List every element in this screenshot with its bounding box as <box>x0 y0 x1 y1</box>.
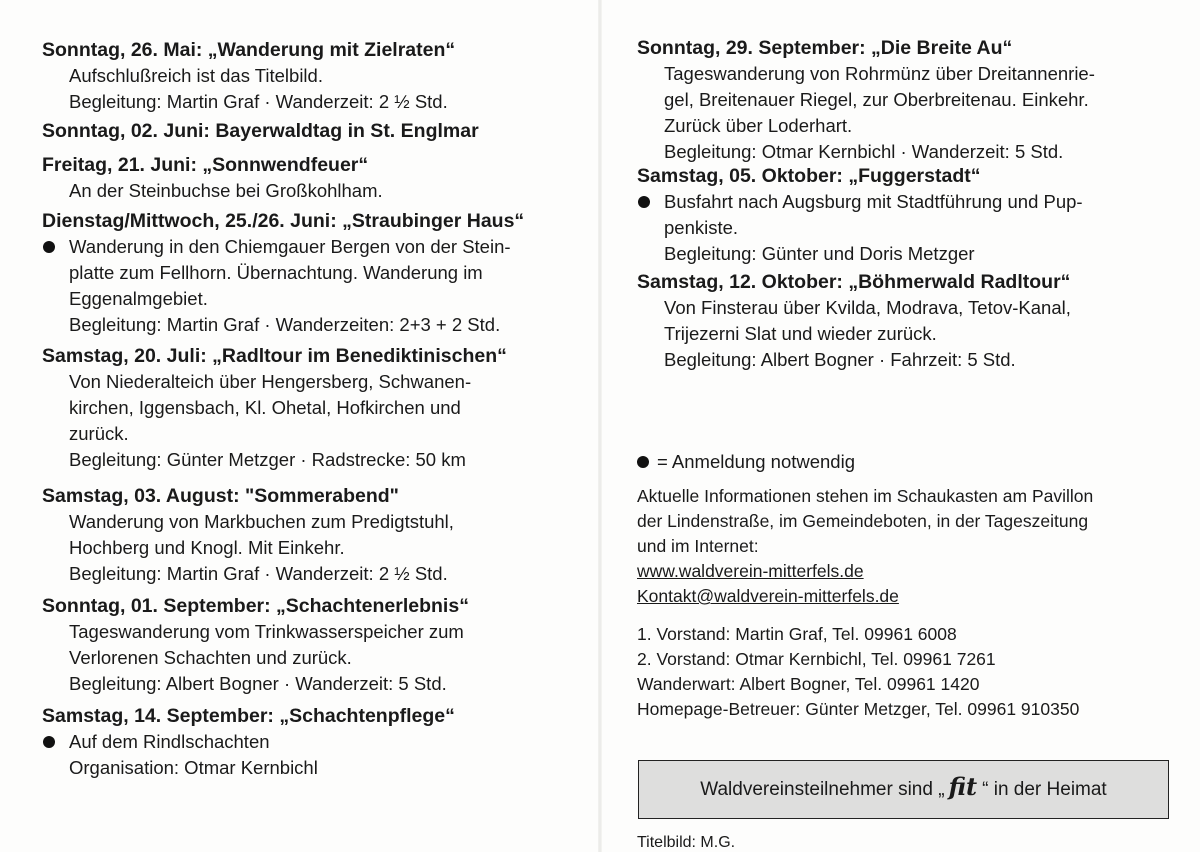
info-block <box>637 484 1177 609</box>
event-detail-line <box>637 61 1095 87</box>
event-detail-line <box>637 241 1083 267</box>
event-title: Samstag, 14. September: „Schachtenpflege“ <box>42 705 455 727</box>
legend-text: = Anmeldung notwendig <box>657 451 855 472</box>
event-detail-text: Tageswanderung vom Trinkwasserspeicher zum <box>69 621 464 642</box>
event-detail-text: Begleitung: Martin Graf · Wanderzeit: 2 ½ Std. <box>69 91 448 112</box>
website-link[interactable]: www.waldverein-mitterfels.de <box>637 561 864 581</box>
event-entry <box>42 484 454 587</box>
event-detail-line <box>637 215 1083 241</box>
event-detail-line <box>42 729 455 755</box>
event-detail-text: Busfahrt nach Augsburg mit Stadtführung und Pup- <box>664 191 1083 212</box>
event-entry <box>42 704 455 781</box>
registration-bullet-icon <box>43 241 55 253</box>
photo-credit: Titelbild: M.G. <box>637 834 736 851</box>
event-entry <box>637 164 1083 267</box>
event-entry <box>42 344 507 473</box>
event-detail-text: Begleitung: Günter Metzger · Radstrecke: 50 km <box>69 449 466 470</box>
event-detail-text: zurück. <box>69 423 129 444</box>
event-detail-text: Organisation: Otmar Kernbichl <box>69 757 318 778</box>
event-entry <box>42 119 479 144</box>
event-detail-text: penkiste. <box>664 217 739 238</box>
event-detail-line <box>42 312 524 338</box>
event-detail-line <box>42 89 455 115</box>
registration-legend <box>637 449 855 475</box>
event-detail-line <box>42 421 507 447</box>
info-line: der Lindenstraße, im Gemeindeboten, in der Tageszeitung <box>637 511 1089 531</box>
registration-bullet-icon <box>637 456 649 468</box>
event-detail-line <box>42 286 524 312</box>
event-detail-text: gel, Breitenauer Riegel, zur Oberbreitenau. Einkehr. <box>664 89 1089 110</box>
event-detail-text: Wanderung von Markbuchen zum Predigtstuhl, <box>69 511 454 532</box>
event-entry <box>637 270 1071 373</box>
event-detail-text: Begleitung: Günter und Doris Metzger <box>664 243 975 264</box>
event-detail-text: Aufschlußreich ist das Titelbild. <box>69 65 323 86</box>
event-detail-line <box>42 755 455 781</box>
slogan-before: Waldvereinsteilnehmer sind <box>700 778 933 800</box>
event-detail-text: Trijezerni Slat und wieder zurück. <box>664 323 937 344</box>
slogan-highlight: fit <box>948 772 978 801</box>
contact-line: Wanderwart: Albert Bogner, Tel. 09961 1420 <box>637 674 980 694</box>
event-title: Dienstag/Mittwoch, 25./26. Juni: „Straubinger Haus“ <box>42 210 525 232</box>
event-detail-text: Begleitung: Albert Bogner · Fahrzeit: 5 Std. <box>664 349 1016 370</box>
event-detail-text: Verlorenen Schachten und zurück. <box>69 647 352 668</box>
slogan-box <box>638 760 1169 819</box>
event-detail-line <box>637 189 1083 215</box>
event-detail-text: An der Steinbuchse bei Großkohlham. <box>69 180 383 201</box>
event-detail-line <box>42 63 455 89</box>
event-detail-text: Von Niederalteich über Hengersberg, Schwanen- <box>69 371 472 392</box>
event-detail-line <box>42 645 469 671</box>
event-detail-line <box>42 369 507 395</box>
event-detail-line <box>42 535 454 561</box>
event-detail-text: Eggenalmgebiet. <box>69 288 208 309</box>
event-entry <box>637 36 1095 165</box>
event-title: Samstag, 12. Oktober: „Böhmerwald Radltour“ <box>637 271 1071 293</box>
event-detail-text: Begleitung: Albert Bogner · Wanderzeit: 5 Std. <box>69 673 447 694</box>
slogan-close-quote: “ <box>982 778 989 800</box>
event-detail-text: kirchen, Iggensbach, Kl. Ohetal, Hofkirchen und <box>69 397 461 418</box>
event-title: Sonntag, 26. Mai: „Wanderung mit Zielraten“ <box>42 39 456 61</box>
event-detail-line <box>42 178 383 204</box>
slogan-after: in der Heimat <box>993 778 1107 800</box>
event-entry <box>42 594 469 697</box>
event-detail-line <box>42 234 524 260</box>
info-line: und im Internet: <box>637 536 759 556</box>
event-detail-text: Begleitung: Otmar Kernbichl · Wanderzeit: 5 Std. <box>664 141 1064 162</box>
slogan-open-quote: „ <box>938 778 945 800</box>
email-link[interactable]: Kontakt@waldverein-mitterfels.de <box>637 586 899 606</box>
event-detail-text: Von Finsterau über Kvilda, Modrava, Tetov-Kanal, <box>664 297 1071 318</box>
event-detail-line <box>42 447 507 473</box>
event-detail-line <box>637 87 1095 113</box>
event-detail-line <box>42 671 469 697</box>
event-detail-line <box>637 347 1071 373</box>
event-detail-line <box>42 509 454 535</box>
event-detail-text: Auf dem Rindlschachten <box>69 731 270 752</box>
event-detail-line <box>42 561 454 587</box>
event-title: Samstag, 20. Juli: „Radltour im Benediktinischen“ <box>42 345 507 367</box>
registration-bullet-icon <box>638 196 650 208</box>
event-title: Samstag, 03. August: "Sommerabend" <box>42 485 399 507</box>
event-detail-line <box>637 295 1071 321</box>
event-detail-line <box>42 395 507 421</box>
event-title: Sonntag, 29. September: „Die Breite Au“ <box>637 37 1013 59</box>
contact-line: 1. Vorstand: Martin Graf, Tel. 09961 6008 <box>637 624 957 644</box>
event-detail-line <box>637 113 1095 139</box>
contact-line: Homepage-Betreuer: Günter Metzger, Tel. 09961 910350 <box>637 699 1080 719</box>
event-title: Sonntag, 01. September: „Schachtenerlebnis“ <box>42 595 469 617</box>
event-detail-line <box>42 619 469 645</box>
event-detail-text: Begleitung: Martin Graf · Wanderzeiten: 2+3 + 2 Std. <box>69 314 501 335</box>
event-title: Samstag, 05. Oktober: „Fuggerstadt“ <box>637 165 981 187</box>
event-detail-line <box>637 139 1095 165</box>
info-line: Aktuelle Informationen stehen im Schaukasten am Pavillon <box>637 486 1094 506</box>
event-entry <box>42 38 455 115</box>
contact-line: 2. Vorstand: Otmar Kernbichl, Tel. 09961 7261 <box>637 649 996 669</box>
event-detail-text: platte zum Fellhorn. Übernachtung. Wanderung im <box>69 262 483 283</box>
event-title: Sonntag, 02. Juni: Bayerwaldtag in St. Englmar <box>42 120 479 142</box>
event-detail-text: Tageswanderung von Rohrmünz über Dreitannenrie- <box>664 63 1095 84</box>
event-detail-text: Hochberg und Knogl. Mit Einkehr. <box>69 537 345 558</box>
registration-bullet-icon <box>43 736 55 748</box>
event-entry <box>42 209 524 338</box>
event-detail-text: Begleitung: Martin Graf · Wanderzeit: 2 ½ Std. <box>69 563 448 584</box>
event-detail-line <box>637 321 1071 347</box>
event-title: Freitag, 21. Juni: „Sonnwendfeuer“ <box>42 154 369 176</box>
contact-list <box>637 622 1079 722</box>
page-fold <box>598 0 602 852</box>
event-detail-text: Wanderung in den Chiemgauer Bergen von der Stein- <box>69 236 511 257</box>
event-detail-text: Zurück über Loderhart. <box>664 115 853 136</box>
event-detail-line <box>42 260 524 286</box>
event-entry <box>42 153 383 204</box>
